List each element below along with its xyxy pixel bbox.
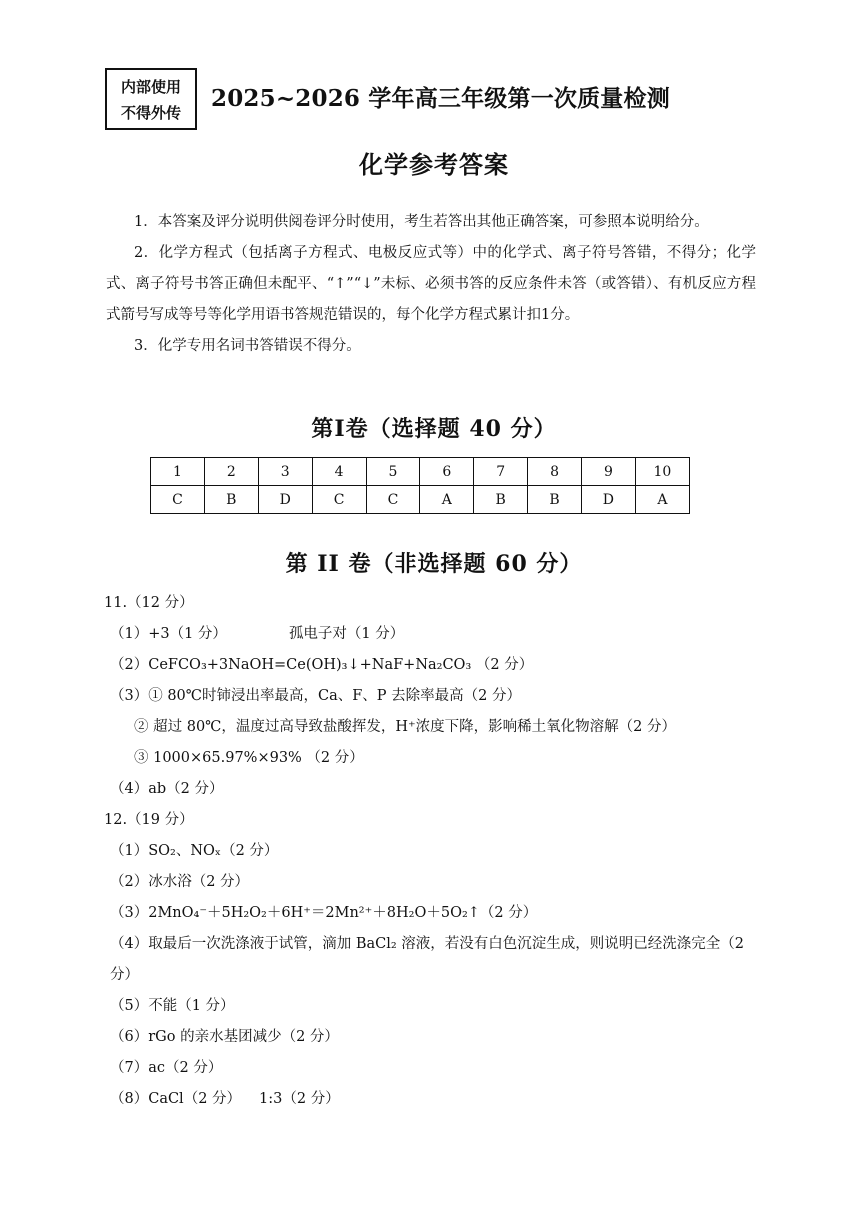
question-number: 2 — [204, 458, 258, 486]
q12-8-ratio: 1:3（2 分） — [259, 1091, 340, 1107]
q11-answer-3-1: （3）① 80℃时铈浸出率最高，Ca、F、P 去除率最高（2 分） — [110, 688, 522, 704]
q11-answer-2: （2）CeFCO₃+3NaOH=Ce(OH)₃↓+NaF+Na₂CO₃ （2 分） — [110, 657, 534, 673]
q11-title: 11.（12 分） — [104, 595, 194, 611]
note-2: 2．化学方程式（包括离子方程式、电极反应式等）中的化学式、离子符号答错，不得分；化学式、离子符号书答正确但未配平、“↑”“↓”未标、必须书答的反应条件未答（或答错）、有机反应方程式箭号写成等号等化学用语书答规范错误的，每个化学方程式累计扣1分。 — [106, 245, 756, 323]
question-number: 3 — [258, 458, 312, 486]
answer-cell: C — [151, 486, 205, 514]
note-1: 1．本答案及评分说明供阅卷评分时使用，考生若答出其他正确答案，可参照本说明给分。 — [134, 214, 709, 230]
section-2-heading: 第 II 卷（非选择题 60 分） — [285, 551, 583, 577]
stamp-line-1: 内部使用 — [120, 78, 181, 96]
q12-answer-5: （5）不能（1 分） — [110, 998, 235, 1014]
question-number: 4 — [312, 458, 366, 486]
answer-cell: B — [204, 486, 258, 514]
document-subtitle: 化学参考答案 — [359, 151, 509, 179]
answer-cell: B — [528, 486, 582, 514]
answer-cell: C — [366, 486, 420, 514]
q11-answer-3-2: ② 超过 80℃，温度过高导致盐酸挥发，H⁺浓度下降，影响稀土氧化物溶解（2 分） — [134, 719, 677, 735]
q11-answer-1 — [104, 619, 764, 650]
question-number: 8 — [528, 458, 582, 486]
q12-answer-7: （7）ac（2 分） — [110, 1060, 223, 1076]
answer-cell: A — [420, 486, 474, 514]
q12-answer-1: （1）SO₂、NOₓ（2 分） — [110, 843, 279, 859]
multiple-choice-answer-table — [150, 457, 690, 514]
q12-title: 12.（19 分） — [104, 812, 194, 828]
q12-answer-3: （3）2MnO₄⁻＋5H₂O₂＋6H⁺＝2Mn²⁺＋8H₂O＋5O₂↑（2 分） — [110, 905, 538, 921]
question-number: 6 — [420, 458, 474, 486]
answer-cell: D — [581, 486, 635, 514]
answer-row — [151, 486, 690, 514]
section-1-heading: 第I卷（选择题 40 分） — [311, 416, 557, 442]
q11-1-lone-pair: 孤电子对（1 分） — [288, 626, 405, 642]
answer-cell: A — [635, 486, 689, 514]
answer-cell: C — [312, 486, 366, 514]
answer-cell: B — [474, 486, 528, 514]
free-response-answers — [104, 588, 764, 1115]
q11-answer-3-3: ③ 1000×65.97%×93% （2 分） — [134, 750, 364, 766]
q11-answer-4: （4）ab（2 分） — [110, 781, 224, 797]
question-number: 7 — [474, 458, 528, 486]
question-number: 10 — [635, 458, 689, 486]
q12-answer-6: （6）rGo 的亲水基团减少（2 分） — [110, 1029, 339, 1045]
q12-answer-8 — [104, 1084, 764, 1115]
stamp-line-2: 不得外传 — [120, 104, 181, 122]
exam-title: 2025~2026 学年高三年级第一次质量检测 — [211, 85, 670, 112]
q11-1-valence: （1）+3（1 分） — [110, 626, 227, 642]
question-number-row — [151, 458, 690, 486]
question-number: 5 — [366, 458, 420, 486]
answer-cell: D — [258, 486, 312, 514]
question-number: 9 — [581, 458, 635, 486]
question-number: 1 — [151, 458, 205, 486]
q12-answer-4: （4）取最后一次洗涤液于试管，滴加 BaCl₂ 溶液，若没有白色沉淀生成，则说明已经洗涤完全（2 分） — [110, 936, 745, 983]
scoring-notes — [106, 207, 756, 362]
note-3: 3．化学专用名词书答错误不得分。 — [134, 338, 361, 354]
internal-use-stamp — [105, 68, 197, 130]
q12-answer-2: （2）冰水浴（2 分） — [110, 874, 250, 890]
q12-8-formula: （8）CaCl（2 分） — [110, 1091, 242, 1107]
